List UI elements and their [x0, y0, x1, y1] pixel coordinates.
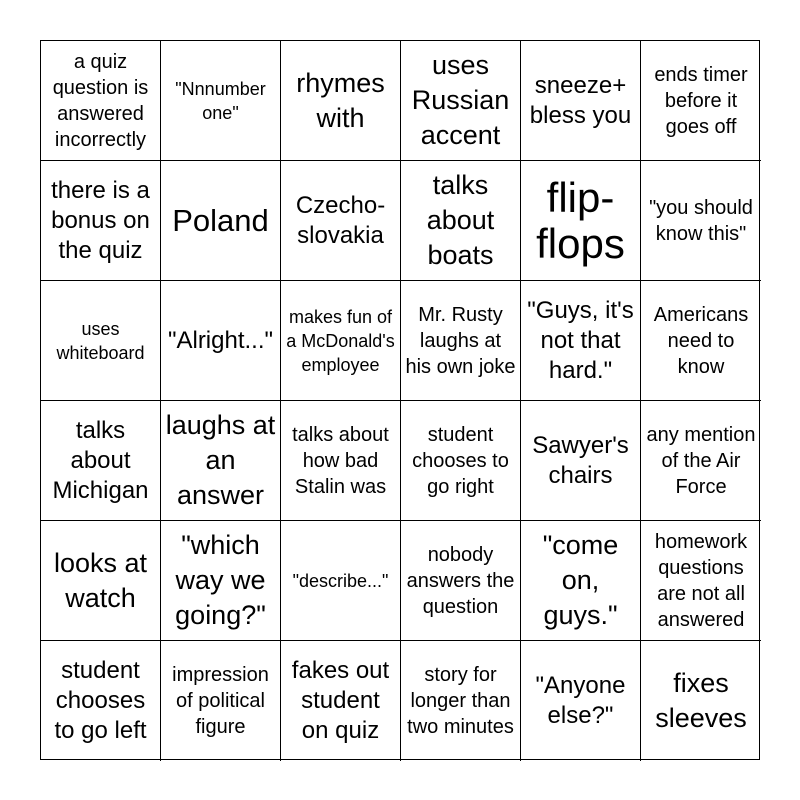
cell-text: any mention of the Air Force	[646, 423, 756, 498]
bingo-cell[interactable]	[281, 161, 401, 281]
cell-text: there is a bonus on the quiz	[51, 176, 150, 264]
cell-text: "Anyone else?"	[535, 672, 626, 729]
cell-text: "which way we going?"	[175, 530, 266, 630]
bingo-cell[interactable]	[521, 521, 641, 641]
bingo-cell[interactable]	[281, 521, 401, 641]
bingo-cell[interactable]	[521, 41, 641, 161]
bingo-cell[interactable]	[281, 41, 401, 161]
cell-text: Sawyer's chairs	[532, 431, 629, 489]
bingo-cell[interactable]	[521, 641, 641, 761]
cell-text: "Nnnumber one"	[175, 78, 266, 123]
bingo-cell[interactable]	[41, 401, 161, 521]
cell-text: sneeze+ bless you	[529, 71, 632, 129]
bingo-cell[interactable]	[641, 281, 761, 401]
bingo-cell[interactable]	[41, 41, 161, 161]
cell-text: looks at watch	[53, 547, 148, 613]
bingo-cell[interactable]	[161, 401, 281, 521]
bingo-cell[interactable]	[161, 41, 281, 161]
bingo-cell[interactable]	[41, 521, 161, 641]
bingo-cell[interactable]	[641, 401, 761, 521]
bingo-cell[interactable]	[401, 521, 521, 641]
bingo-cell[interactable]	[401, 641, 521, 761]
bingo-cell[interactable]	[281, 641, 401, 761]
bingo-cell[interactable]	[161, 161, 281, 281]
bingo-cell[interactable]	[281, 401, 401, 521]
cell-text: fakes out student on quiz	[291, 657, 390, 744]
cell-text: flip-flops	[536, 173, 625, 267]
cell-text: "you should know this"	[649, 196, 753, 245]
cell-text: "describe..."	[292, 570, 389, 591]
cell-text: student chooses to go right	[412, 423, 509, 498]
cell-text: Czecho-slovakia	[295, 191, 386, 249]
bingo-cell[interactable]	[401, 401, 521, 521]
bingo-board	[40, 40, 760, 760]
cell-text: "Guys, it's not that hard."	[527, 296, 634, 384]
cell-text: uses whiteboard	[56, 318, 145, 363]
cell-text: fixes sleeves	[655, 668, 747, 733]
bingo-cell[interactable]	[401, 41, 521, 161]
cell-text: ends timer before it goes off	[654, 63, 748, 138]
bingo-cell[interactable]	[401, 281, 521, 401]
cell-text: Americans need to know	[653, 303, 749, 378]
bingo-cell[interactable]	[161, 281, 281, 401]
bingo-cell[interactable]	[521, 281, 641, 401]
bingo-cell[interactable]	[281, 281, 401, 401]
bingo-cell[interactable]	[641, 641, 761, 761]
cell-text: makes fun of a McDonald's employee	[286, 306, 395, 375]
bingo-cell[interactable]	[41, 641, 161, 761]
bingo-cell[interactable]	[521, 401, 641, 521]
bingo-cell[interactable]	[641, 161, 761, 281]
cell-text: homework questions are not all answered	[654, 530, 748, 631]
bingo-cell[interactable]	[401, 161, 521, 281]
bingo-cell[interactable]	[521, 161, 641, 281]
cell-text: a quiz question is answered incorrectly	[52, 50, 149, 151]
cell-text: "Alright..."	[167, 326, 274, 354]
bingo-cell[interactable]	[161, 641, 281, 761]
bingo-cell[interactable]	[641, 41, 761, 161]
bingo-cell[interactable]	[161, 521, 281, 641]
cell-text: student chooses to go left	[54, 657, 147, 744]
cell-text: nobody answers the question	[406, 543, 515, 618]
cell-text: story for longer than two minutes	[407, 664, 514, 738]
cell-text: rhymes with	[296, 67, 385, 133]
cell-text: talks about how bad Stalin was	[292, 423, 389, 498]
cell-text: impression of political figure	[172, 664, 269, 738]
bingo-cell[interactable]	[41, 161, 161, 281]
bingo-cell[interactable]	[641, 521, 761, 641]
cell-text: "come on, guys."	[542, 530, 619, 630]
bingo-cell[interactable]	[41, 281, 161, 401]
cell-text: uses Russian accent	[411, 50, 510, 150]
cell-text: laughs at an answer	[165, 410, 276, 510]
cell-text: talks about boats	[426, 170, 495, 270]
cell-text: Poland	[172, 203, 269, 238]
cell-text: Mr. Rusty laughs at his own joke	[405, 303, 516, 378]
cell-text: talks about Michigan	[52, 416, 149, 504]
